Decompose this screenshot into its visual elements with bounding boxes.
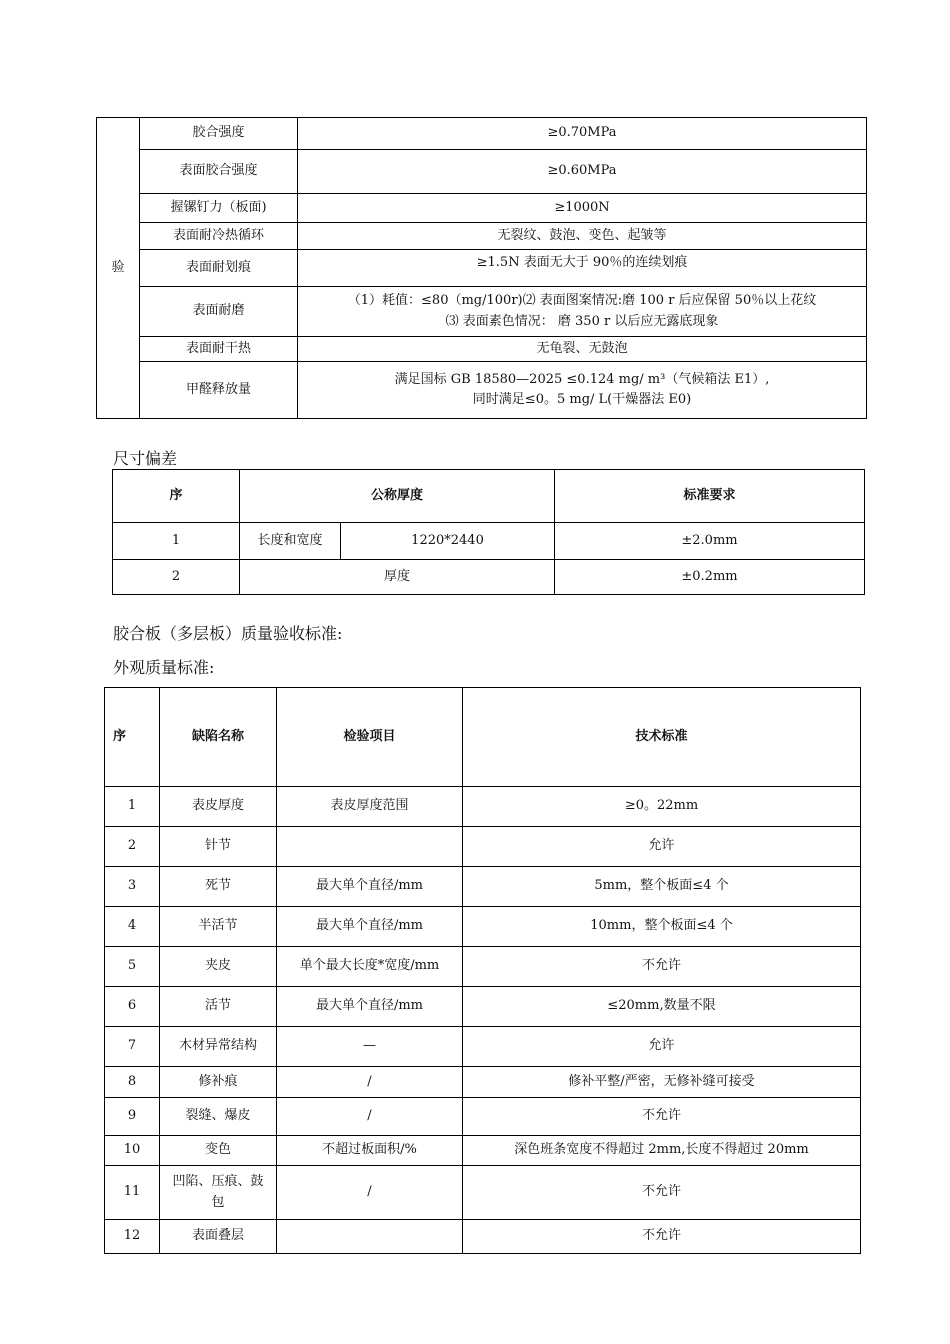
check-item: 表皮厚度范围 (277, 787, 463, 827)
row-no: 1 (113, 523, 240, 560)
item-requirement: ≥0.60MPa (298, 150, 867, 194)
check-item: 不超过板面积/% (277, 1136, 463, 1166)
check-item: — (277, 1027, 463, 1067)
row-item: 长度和宽度 (240, 523, 341, 560)
check-item: 单个最大长度*宽度/mm (277, 947, 463, 987)
row-no: 10 (105, 1136, 160, 1166)
header-requirement: 标准要求 (555, 470, 865, 523)
defect-name: 表皮厚度 (160, 787, 277, 827)
item-requirement: ≥1.5N 表面无大于 90％的连续划痕 (298, 250, 867, 287)
item-requirement: ≥1000N (298, 194, 867, 223)
performance-table (96, 117, 867, 419)
defect-name: 夹皮 (160, 947, 277, 987)
row-no: 8 (105, 1067, 160, 1098)
defect-name: 变色 (160, 1136, 277, 1166)
row-no: 2 (105, 827, 160, 867)
item-name: 甲醛释放量 (140, 362, 298, 419)
check-item: / (277, 1098, 463, 1136)
defect-name: 表面叠层 (160, 1220, 277, 1254)
row-requirement: ±2.0mm (555, 523, 865, 560)
defect-name: 木材异常结构 (160, 1027, 277, 1067)
row-no: 9 (105, 1098, 160, 1136)
check-item: / (277, 1067, 463, 1098)
item-requirement: ≥0.70MPa (298, 118, 867, 150)
header-thickness: 公称厚度 (240, 470, 555, 523)
check-item: 最大单个直径/mm (277, 907, 463, 947)
tech-standard: 不允许 (463, 1098, 861, 1136)
requirement-line: （1）耗值：≤80（mg/100r)⑵ 表面图案情况:磨 100 r 后应保留 50％以上花纹 (347, 293, 817, 309)
row-no: 7 (105, 1027, 160, 1067)
tech-standard: 不允许 (463, 947, 861, 987)
check-item: 最大单个直径/mm (277, 867, 463, 907)
defect-name: 针节 (160, 827, 277, 867)
tech-standard: 允许 (463, 1027, 861, 1067)
item-requirement (298, 362, 867, 419)
item-requirement (298, 287, 867, 337)
defect-name: 凹陷、压痕、鼓包 (160, 1166, 277, 1220)
item-requirement: 无龟裂、无鼓泡 (298, 337, 867, 362)
tech-standard: ≥0。22mm (463, 787, 861, 827)
requirement-line: ⑶ 表面素色情况： 磨 350 r 以后应无露底现象 (445, 313, 719, 329)
tech-standard: 允许 (463, 827, 861, 867)
header-check: 检验项目 (277, 688, 463, 787)
defect-name: 裂缝、爆皮 (160, 1098, 277, 1136)
dimension-table (112, 469, 865, 595)
defect-name: 半活节 (160, 907, 277, 947)
section-heading-plywood: 胶合板（多层板）质量验收标准: (113, 624, 343, 643)
appearance-table (104, 687, 861, 1254)
requirement-line: 同时满足≤0。5 mg/ L(干燥器法 E0) (472, 392, 692, 407)
row-no: 3 (105, 867, 160, 907)
item-name: 表面胶合强度 (140, 150, 298, 194)
header-no: 序 (113, 470, 240, 523)
check-item (277, 1220, 463, 1254)
defect-name: 修补痕 (160, 1067, 277, 1098)
header-defect: 缺陷名称 (160, 688, 277, 787)
item-name: 表面耐划痕 (140, 250, 298, 287)
item-requirement: 无裂纹、鼓泡、变色、起皱等 (298, 223, 867, 250)
defect-name: 死节 (160, 867, 277, 907)
header-no: 序 (105, 688, 160, 787)
row-value: 1220*2440 (341, 523, 555, 560)
group-label: 验 (97, 118, 140, 419)
tech-standard: 修补平整/严密，无修补缝可接受 (463, 1067, 861, 1098)
requirement-line: 满足国标 GB 18580—2025 ≤0.124 mg/ m³（气候箱法 E1）, (394, 371, 770, 387)
check-item: / (277, 1166, 463, 1220)
header-standard: 技术标准 (463, 688, 861, 787)
tech-standard: 10mm，整个板面≤4 个 (463, 907, 861, 947)
item-name: 胶合强度 (140, 118, 298, 150)
check-item: 最大单个直径/mm (277, 987, 463, 1027)
row-item: 厚度 (240, 560, 555, 595)
tech-standard: 不允许 (463, 1220, 861, 1254)
row-no: 6 (105, 987, 160, 1027)
section-heading-dimension: 尺寸偏差 (113, 449, 178, 468)
defect-name: 活节 (160, 987, 277, 1027)
row-no: 12 (105, 1220, 160, 1254)
tech-standard: 5mm，整个板面≤4 个 (463, 867, 861, 907)
row-no: 1 (105, 787, 160, 827)
item-name: 握镙钉力（板面) (140, 194, 298, 223)
row-no: 4 (105, 907, 160, 947)
row-requirement: ±0.2mm (555, 560, 865, 595)
tech-standard: 不允许 (463, 1166, 861, 1220)
check-item (277, 827, 463, 867)
item-name: 表面耐磨 (140, 287, 298, 337)
row-no: 2 (113, 560, 240, 595)
row-no: 5 (105, 947, 160, 987)
item-name: 表面耐干热 (140, 337, 298, 362)
section-heading-appearance: 外观质量标准: (113, 658, 215, 677)
row-no: 11 (105, 1166, 160, 1220)
tech-standard: ≤20mm,数量不限 (463, 987, 861, 1027)
tech-standard: 深色班条宽度不得超过 2mm,长度不得超过 20mm (463, 1136, 861, 1166)
item-name: 表面耐冷热循环 (140, 223, 298, 250)
